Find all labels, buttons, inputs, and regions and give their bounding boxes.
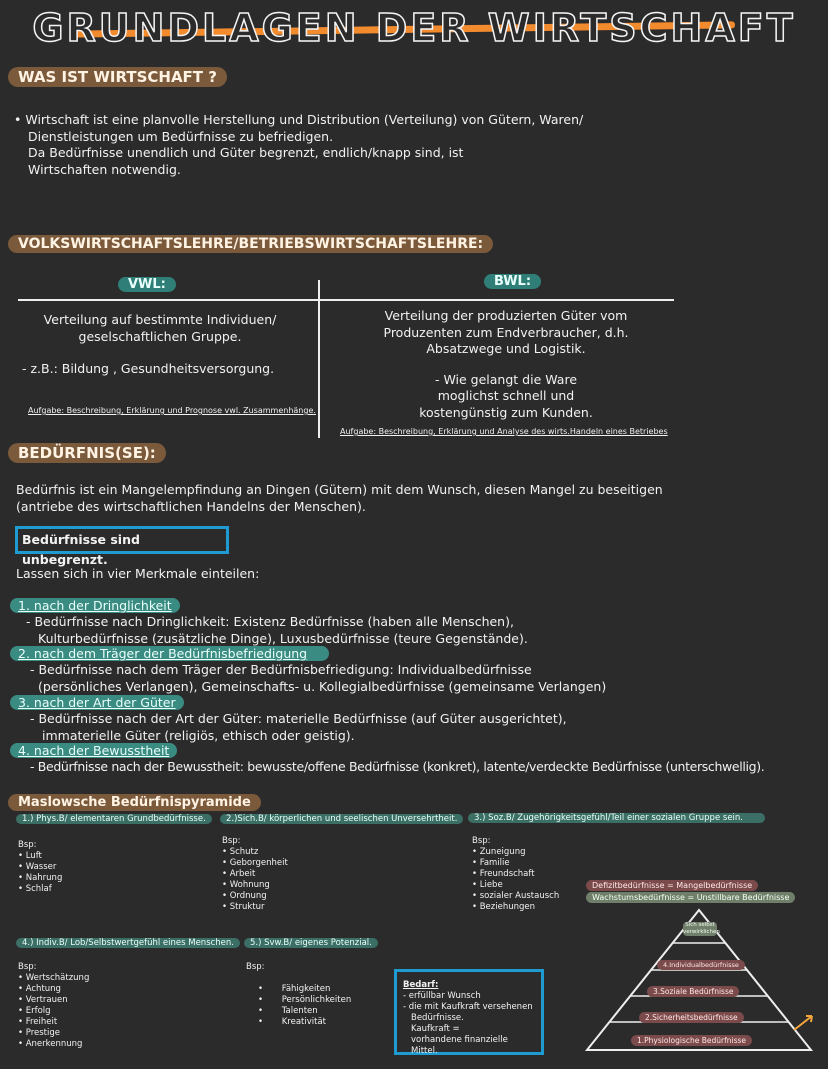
maslow-1-heading: 1.) Phys.B/ elementaren Grundbedürfnisse. bbox=[16, 814, 212, 825]
list-item: • Anerkennung bbox=[18, 1039, 89, 1050]
bwl-task: Aufgabe: Beschreibung, Erklärung und Analyse des wirts.Handeln eines Betriebes bbox=[340, 427, 668, 436]
maslow-5-examples bbox=[258, 984, 351, 1028]
table-vertical-line bbox=[318, 280, 320, 438]
maslow-1-examples: Bsp: • Luft • Wasser • Nahrung • Schlaf bbox=[18, 840, 62, 895]
pyramid-level-1: 1.Physiologische Bedürfnisse bbox=[631, 1035, 752, 1046]
maslow-5-heading: 5.) Svw.B/ eigenes Potenzial. bbox=[244, 938, 378, 949]
merkmal-2-heading: 2. nach dem Träger der Bedürfnisbefriedigung bbox=[10, 646, 329, 663]
list-item: • Zuneigung bbox=[472, 847, 559, 858]
section-heading-beduerfnisse: BEDÜRFNIS(SE): bbox=[8, 444, 166, 462]
section-heading-maslow: Maslowsche Bedürfnispyramide bbox=[8, 795, 261, 810]
merkmal-1-heading: 1. nach der Dringlichkeit bbox=[10, 598, 180, 615]
list-item: • Persönlichkeiten bbox=[258, 995, 351, 1006]
list-item: • Vertrauen bbox=[18, 995, 89, 1006]
vwl-task: Aufgabe: Beschreibung, Erklärung und Prognose vwl. Zusammenhänge. bbox=[28, 406, 316, 415]
list-item: • Wohnung bbox=[222, 880, 288, 891]
merkmal-4-text: - Bedürfnisse nach der Bewusstheit: bewusste/offene Bedürfnisse (konkret), latente/verdeckte Bedürfnisse (unterschwellig). bbox=[30, 759, 765, 774]
list-item: • Freiheit bbox=[18, 1017, 89, 1028]
vwl-label: VWL: bbox=[118, 277, 176, 292]
list-item: • Luft bbox=[18, 851, 62, 862]
vwl-description: Verteilung auf bestimmte Individuen/ geselschaftlichen Gruppe. bbox=[43, 312, 277, 344]
list-item: • Schutz bbox=[222, 847, 288, 858]
list-item: • Wertschätzung bbox=[18, 973, 89, 984]
page-title: GRUNDLAGEN DER WIRTSCHAFT bbox=[32, 6, 796, 50]
list-item: • Talenten bbox=[258, 1006, 351, 1017]
wirtschaft-definition: • Wirtschaft ist eine planvolle Herstellung und Distribution (Verteilung) von Gütern, Waren/ Dienstleistungen um Bedürfnisse zu befriedigen. Da Bedürfnisse unendlich und Güter begrenzt, endlich/knapp sind, ist Wirtschaften notwendig. bbox=[14, 112, 584, 177]
maslow-2-examples: Bsp: • Schutz • Geborgenheit • Arbeit • Wohnung • Ordnung • Struktur bbox=[222, 836, 288, 913]
pyramid-level-2: 2.Sicherheitsbedürfnisse bbox=[639, 1012, 744, 1023]
list-item: • Kreativität bbox=[258, 1017, 351, 1028]
list-item: • Liebe bbox=[472, 880, 559, 891]
merkmal-2-text: - Bedürfnisse nach dem Träger der Bedürfnisbefriedigung: Individualbedürfnisse (persönliches Verlangen), Gemeinschafts- u. Kollegialbedürfnisse (gemeinsame Verlangen) bbox=[30, 662, 607, 694]
list-item: • Ordnung bbox=[222, 891, 288, 902]
list-item: • Prestige bbox=[18, 1028, 89, 1039]
list-item: • sozialer Austausch bbox=[472, 891, 559, 902]
legend-wachstum: Wachstumsbedürfnisse = Unstillbare Bedürfnisse bbox=[586, 892, 795, 903]
list-item: • Fähigkeiten bbox=[258, 984, 351, 995]
vwl-example: - z.B.: Bildung , Gesundheitsversorgung. bbox=[22, 361, 275, 376]
pyramid-level-4: 4.Individualbedürfnisse bbox=[657, 960, 745, 970]
maslow-2-heading: 2.)Sich.B/ körperlichen und seelischen Unversehrtheit. bbox=[220, 814, 463, 825]
bedarf-box: Bedarf: - erfüllbar Wunsch - die mit Kaufkraft versehenen Bedürfnisse. Kaufkraft = vorhandene finanzielle Mittel. bbox=[394, 969, 544, 1055]
list-item: • Arbeit bbox=[222, 869, 288, 880]
section-heading-wirtschaft: WAS IST WIRTSCHAFT ? bbox=[8, 68, 227, 86]
merkmal-3-text: - Bedürfnisse nach der Art der Güter: materielle Bedürfnisse (auf Güter ausgerichtet), immaterielle Güter (religiös, ethisch oder geistig). bbox=[30, 711, 567, 743]
merkmal-3-heading: 3. nach der Art der Güter bbox=[10, 695, 184, 712]
list-item: • Wasser bbox=[18, 862, 62, 873]
bwl-label: BWL: bbox=[484, 274, 541, 289]
list-item: • Geborgenheit bbox=[222, 858, 288, 869]
maslow-5-bsp: Bsp: bbox=[246, 962, 265, 972]
list-item: • Familie bbox=[472, 858, 559, 869]
list-item: • Achtung bbox=[18, 984, 89, 995]
legend-defizit: Defizitbedürfnisse = Mangelbedürfnisse bbox=[586, 880, 758, 891]
pyramid-level-3: 3.Soziale Bedürfnisse bbox=[647, 986, 739, 997]
maslow-3-heading: 3.) Soz.B/ Zugehörigkeitsgefühl/Teil einer sozialen Gruppe sein. bbox=[468, 813, 765, 824]
list-item: • Beziehungen bbox=[472, 902, 559, 913]
list-item: • Struktur bbox=[222, 902, 288, 913]
list-item: • Erfolg bbox=[18, 1006, 89, 1017]
merkmal-4-heading: 4. nach der Bewusstheit bbox=[10, 743, 177, 760]
merkmal-1-text: - Bedürfnisse nach Dringlichkeit: Existenz Bedürfnisse (haben alle Menschen), Kulturbedürfnisse (zusätzliche Dinge), Luxusbedürfnisse (teure Gegenstände). bbox=[26, 614, 528, 646]
list-item: • Freundschaft bbox=[472, 869, 559, 880]
unbegrenzt-box: Bedürfnisse sind unbegrenzt. bbox=[15, 526, 229, 554]
table-horizontal-line bbox=[18, 299, 674, 301]
section-heading-vwl-bwl: VOLKSWIRTSCHAFTSLEHRE/BETRIEBSWIRTSCHAFTSLEHRE: bbox=[8, 236, 493, 252]
arrow-icon bbox=[794, 1016, 812, 1030]
maslow-4-examples: Bsp: • Wertschätzung • Achtung • Vertrauen • Erfolg • Freiheit • Prestige • Anerkennung bbox=[18, 962, 89, 1050]
pyramid-level-5: Sich selbst verwirklichen bbox=[683, 922, 720, 935]
maslow-3-examples: Bsp: • Zuneigung • Familie • Freundschaft • Liebe • sozialer Austausch • Beziehungen bbox=[472, 836, 559, 913]
list-item: • Schlaf bbox=[18, 884, 62, 895]
list-item: • Nahrung bbox=[18, 873, 62, 884]
bwl-description: Verteilung der produzierten Güter vom Produzenten zum Endverbraucher, d.h. Absatzwege und Logistik. - Wie gelangt die Ware moglichst schnell und kostengünstig zum Kunden. bbox=[383, 308, 629, 420]
merkmale-intro: Lassen sich in vier Merkmale einteilen: bbox=[16, 566, 260, 581]
maslow-4-heading: 4.) Indiv.B/ Lob/Selbstwertgefühl eines Menschen. bbox=[16, 938, 240, 949]
beduerfnis-definition: Bedürfnis ist ein Mangelempfindung an Dingen (Gütern) mit dem Wunsch, diesen Mangel zu beseitigen (antriebe des wirtschaftlichen Handelns der Menschen). bbox=[16, 482, 663, 514]
